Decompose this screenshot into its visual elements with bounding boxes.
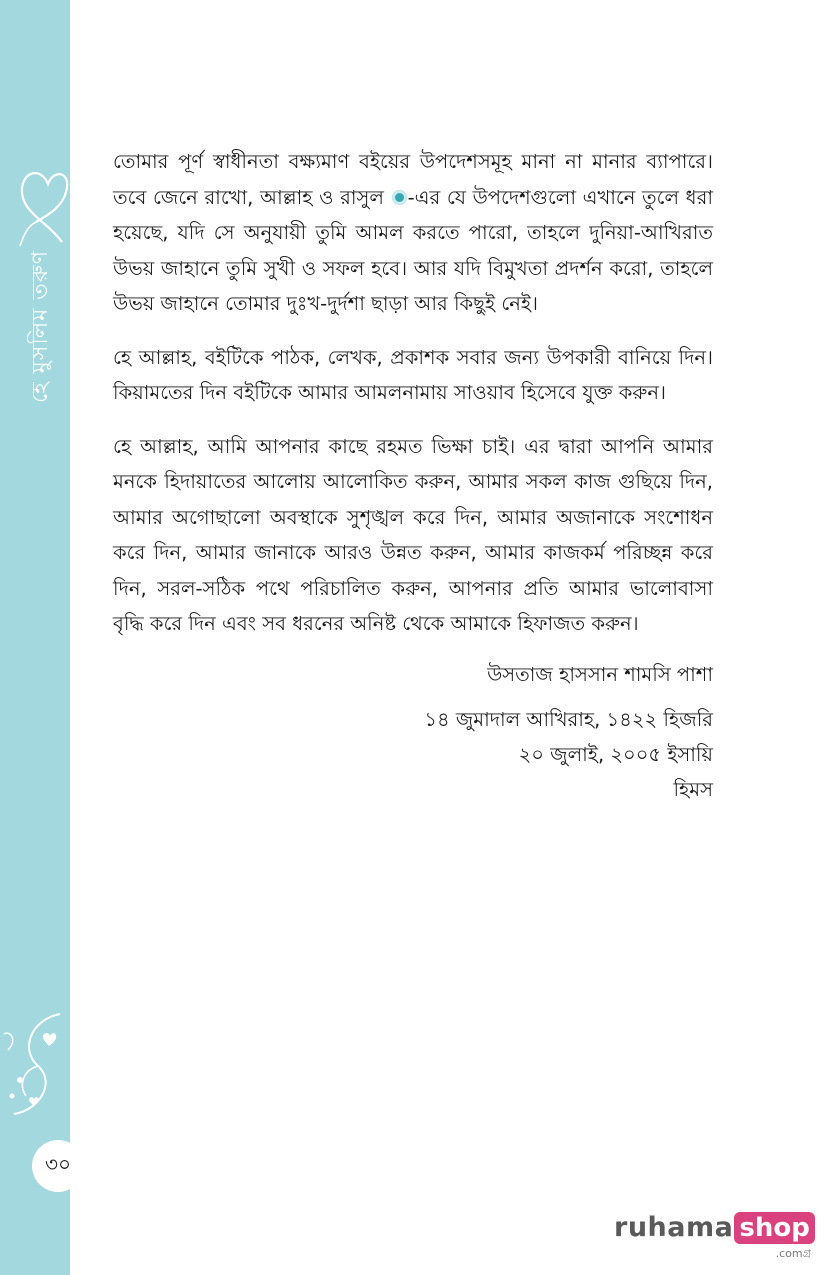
- ruhamashop-logo: [614, 1212, 815, 1260]
- paragraph-1-part-2: -এর যে উপদেশগুলো এখানে তুলে ধরা হয়েছে, যদি সে অনুযায়ী তুমি আমল করতে পারো, তাহলে দুনিয়া-আখিরাত উভয় জাহানে তুমি সুখী ও সফল হবে। আর যদি বিমুখতা প্রদর্শন করো, তাহলে উভয় জাহানে তোমার দুঃখ-দুর্দশা ছাড়া আর কিছুই নেই।: [113, 185, 713, 315]
- paragraph-2: হে আল্লাহ, বইটিকে পাঠক, লেখক, প্রকাশক সবার জন্য উপকারী বানিয়ে দিন। কিয়ামতের দিন বইটিকে আমার আমলনামায় সাওয়াব হিসেবে যুক্ত করুন।: [113, 345, 713, 404]
- floral-swirl-icon: [0, 1010, 70, 1140]
- sidebar-strip: [0, 0, 70, 1275]
- heart-outline-icon: [6, 150, 70, 250]
- logo-shop-box: shop: [734, 1212, 814, 1244]
- logo-word: ruhama: [614, 1212, 734, 1243]
- salutation-icon: [392, 190, 407, 205]
- signature-block: [424, 657, 713, 807]
- main-text: [113, 144, 713, 660]
- logo-suffix: .comগ্র: [775, 1247, 811, 1260]
- paragraph-1: [113, 144, 713, 322]
- place-name: হিমস: [673, 778, 713, 801]
- date-gregorian: ২০ জুলাই, ২০০৫ ইসায়ি: [518, 743, 713, 766]
- page-number: ৩০: [44, 1151, 71, 1176]
- book-title-vertical: হে মুসলিম তরুণ: [28, 250, 53, 403]
- date-hijri: ১৪ জুমাদাল আখিরাহ, ১৪২২ হিজরি: [424, 708, 713, 731]
- paragraph-3: হে আল্লাহ, আমি আপনার কাছে রহমত ভিক্ষা চাই। এর দ্বারা আপনি আমার মনকে হিদায়াতের আলোয় আলোকিত করুন, আমার সকল কাজ গুছিয়ে দিন, আমার অগোছালো অবস্থাকে সুশৃঙ্খল করে দিন, আমার অজানাকে সংশোধন করে দিন, আমার জানাকে আরও উন্নত করুন, আমার কাজকর্ম পরিচ্ছন্ন করে দিন, সরল-সঠিক পথে পরিচালিত করুন, আপনার প্রতি আমার ভালোবাসা বৃদ্ধি করে দিন এবং সব ধরনের অনিষ্ট থেকে আমাকে হিফাজত করুন।: [113, 434, 713, 635]
- paragraph-1-part-1: তোমার পূর্ণ স্বাধীনতা বক্ষ্যমাণ বইয়ের উপদেশসমূহ মানা না মানার ব্যাপারে। তবে জেনে রাখো, আল্লাহ ও রাসুল: [113, 150, 713, 209]
- author-name: উসতাজ হাসসান শামসি পাশা: [487, 663, 713, 686]
- page-number-badge: [32, 1140, 84, 1192]
